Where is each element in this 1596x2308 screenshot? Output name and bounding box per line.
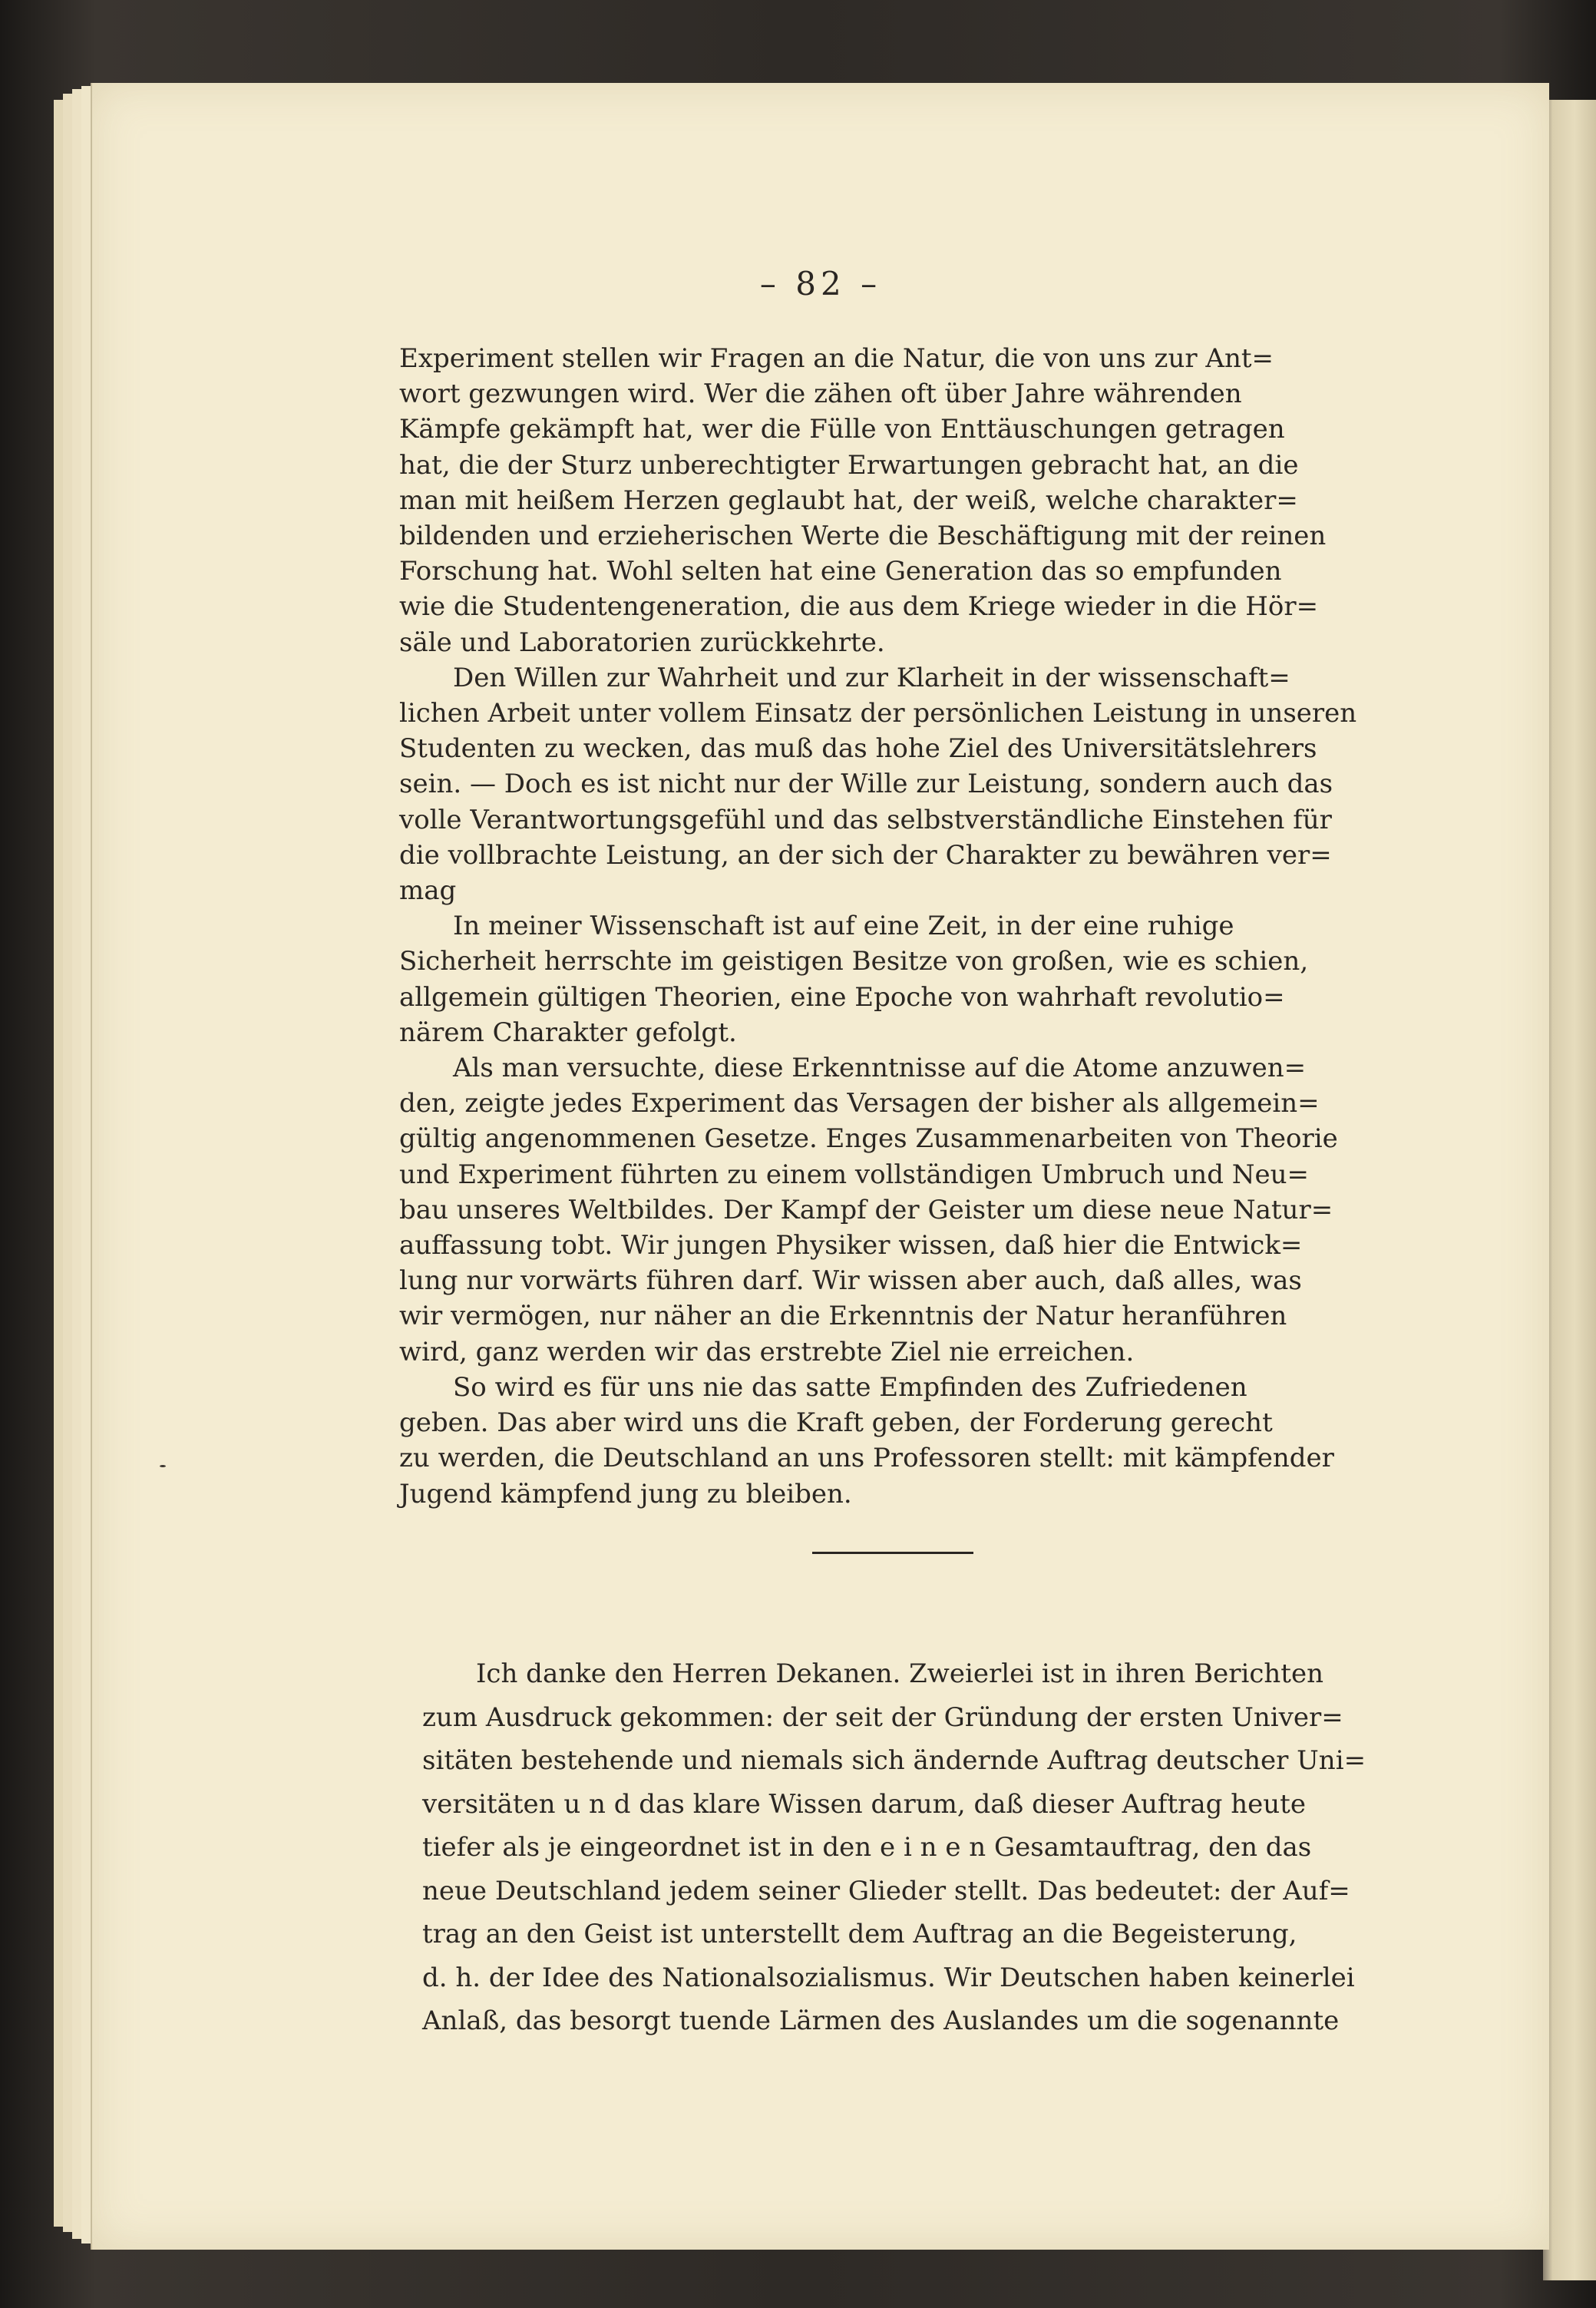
page-number: – 82 – [759,265,882,303]
text-line: Jugend kämpfend jung zu bleiben. [399,1478,852,1509]
text-line: wir vermögen, nur näher an die Erkenntnis der Natur heranführen [399,1301,1287,1332]
text-line: d. h. der Idee des Nationalsozialismus. Wir Deutschen haben keinerlei [422,1962,1355,1993]
text-line: närem Charakter gefolgt. [399,1017,737,1048]
text-line: mag [399,875,457,907]
text-line: zum Ausdruck gekommen: der seit der Gründung der ersten Univer= [422,1701,1343,1733]
text-line: bau unseres Weltbildes. Der Kampf der Geister um diese neue Natur= [399,1194,1333,1225]
paper-speck [160,1465,166,1467]
text-line: Sicherheit herrschte im geistigen Besitze von großen, wie es schien, [399,946,1309,977]
text-line: sitäten bestehende und niemals sich ändernde Auftrag deutscher Uni= [422,1745,1366,1776]
text-line: Forschung hat. Wohl selten hat eine Generation das so empfunden [399,556,1282,587]
book-page [91,83,1549,2250]
text-line: lung nur vorwärts führen darf. Wir wissen aber auch, daß alles, was [399,1265,1302,1297]
paragraph [399,1050,1474,1370]
text-line: Kämpfe gekämpft hat, wer die Fülle von Enttäuschungen getragen [399,414,1285,445]
text-line: zu werden, die Deutschland an uns Professoren stellt: mit kämpfender [399,1443,1334,1474]
text-line: wird, ganz werden wir das erstrebte Ziel nie erreichen. [399,1336,1135,1367]
text-line: tiefer als je eingeordnet ist in den e i n e n Gesamtauftrag, den das [422,1832,1312,1863]
text-line: trag an den Geist ist unterstellt dem Auftrag an die Begeisterung, [422,1919,1297,1949]
text-line: In meiner Wissenschaft ist auf eine Zeit, in der eine ruhige [453,911,1234,942]
text-line: volle Verantwortungsgefühl und das selbstverständliche Einstehen für [399,804,1332,835]
text-line: Ich danke den Herren Dekanen. Zweierlei ist in ihren Berichten [476,1658,1323,1689]
text-line: die vollbrachte Leistung, an der sich der Charakter zu bewähren ver= [399,839,1332,871]
text-line: lichen Arbeit unter vollem Einsatz der persönlichen Leistung in unseren [399,698,1357,729]
text-line: So wird es für uns nie das satte Empfinden des Zufriedenen [453,1371,1247,1403]
text-section-1 [399,341,1474,1512]
text-line: geben. Das aber wird uns die Kraft geben, der Forderung gerecht [399,1407,1273,1439]
section-divider [812,1552,973,1554]
text-line: man mit heißem Herzen geglaubt hat, der weiß, welche charakter= [399,484,1298,516]
text-line: Experiment stellen wir Fragen an die Natur, die von uns zur Ant= [399,343,1274,374]
text-line: Den Willen zur Wahrheit und zur Klarheit in der wissenschaft= [453,662,1290,693]
text-line: bildenden und erzieherischen Werte die Beschäftigung mit der reinen [399,521,1327,552]
text-line: Studenten zu wecken, das muß das hohe Ziel des Universitätslehrers [399,733,1317,765]
text-line: Anlaß, das besorgt tuende Lärmen des Auslandes um die sogenannte [422,2005,1340,2036]
text-line: neue Deutschland jedem seiner Glieder stellt. Das bedeutet: der Auf= [422,1875,1350,1906]
text-section-2 [422,1652,1482,2043]
text-line: Als man versuchte, diese Erkenntnisse auf die Atome anzuwen= [453,1053,1307,1084]
text-line: den, zeigte jedes Experiment das Versagen der bisher als allgemein= [399,1088,1320,1119]
paragraph [399,908,1474,1050]
text-line: auffassung tobt. Wir jungen Physiker wissen, daß hier die Entwick= [399,1230,1303,1261]
text-line: gültig angenommenen Gesetze. Enges Zusammenarbeiten von Theorie [399,1123,1338,1155]
text-line: wie die Studentengeneration, die aus dem Kriege wieder in die Hör= [399,591,1319,623]
text-line: wort gezwungen wird. Wer die zähen oft über Jahre währenden [399,379,1242,410]
text-line: allgemein gültigen Theorien, eine Epoche von wahrhaft revolutio= [399,981,1285,1013]
paragraph [422,1652,1482,2043]
text-line: versitäten u n d das klare Wissen darum, daß dieser Auftrag heute [422,1788,1306,1820]
text-line: sein. — Doch es ist nicht nur der Wille zur Leistung, sondern auch das [399,769,1333,800]
text-line: säle und Laboratorien zurückkehrte. [399,627,885,658]
paragraph [399,1370,1474,1512]
text-line: hat, die der Sturz unberechtigter Erwartungen gebracht hat, an die [399,449,1299,481]
paragraph [399,341,1474,660]
paragraph [399,660,1474,908]
text-line: und Experiment führten zu einem vollständigen Umbruch und Neu= [399,1159,1310,1190]
next-page-edge [1543,100,1596,2280]
